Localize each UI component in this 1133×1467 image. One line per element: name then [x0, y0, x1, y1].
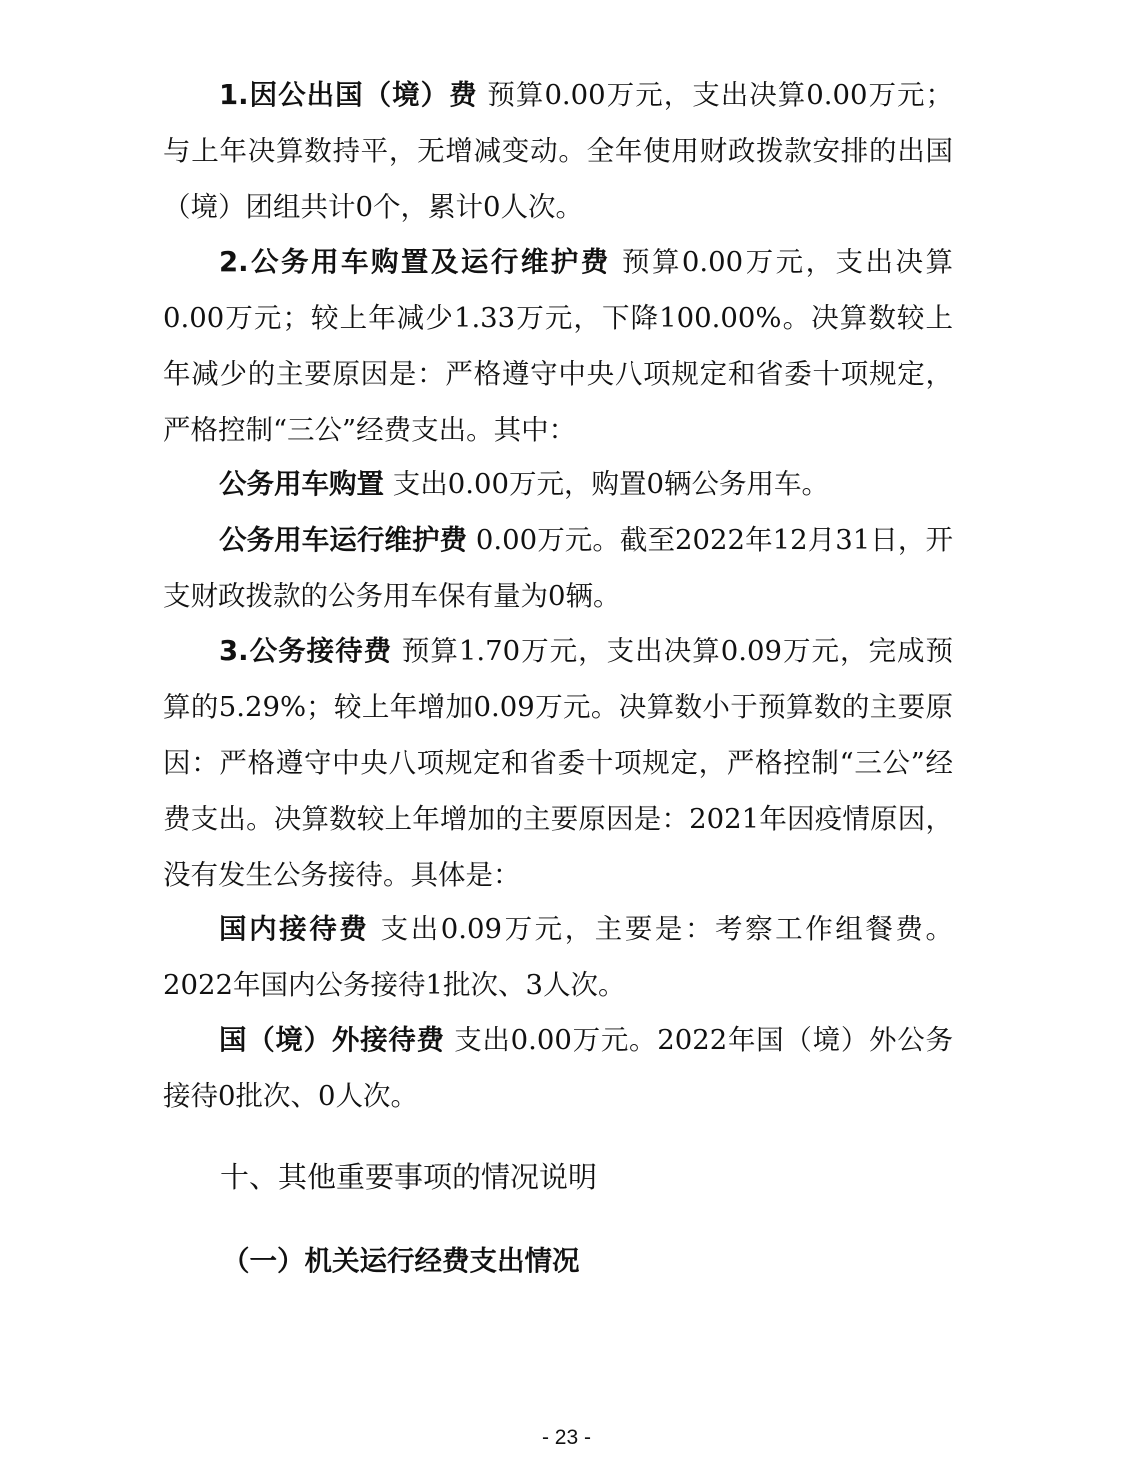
paragraph-label: 公务用车运行维护费 — [219, 524, 468, 556]
paragraph-text: 支出0.00万元。2022年国（境）外公务接待0批次、0人次。 — [163, 1024, 953, 1112]
paragraph-label: 国内接待费 — [219, 913, 370, 945]
paragraph-label: 1.因公出国（境）费 — [219, 79, 478, 111]
paragraph-label: 2.公务用车购置及运行维护费 — [219, 246, 611, 278]
paragraph-text: 预算0.00万元，支出决算0.00万元；较上年减少1.33万元，下降100.00%。决算数较上年减少的主要原因是：严格遵守中央八项规定和省委十项规定，严格控制“三公”经费支出。其中： — [163, 246, 953, 446]
paragraph-text: 预算1.70万元，支出决算0.09万元，完成预算的5.29%；较上年增加0.09万元。决算数小于预算数的主要原因：严格遵守中央八项规定和省委十项规定，严格控制“三公”经费支出。决算数较上年增加的主要原因是：2021年因疫情原因，没有发生公务接待。具体是： — [163, 635, 953, 891]
paragraph-travel-abroad — [163, 67, 953, 235]
subsection-heading: （一）机关运行经费支出情况 — [222, 1245, 580, 1277]
paragraph-foreign-reception — [163, 1012, 953, 1124]
paragraph-vehicle-costs — [163, 234, 953, 458]
paragraph-text: 预算0.00万元，支出决算0.00万元；与上年决算数持平，无增减变动。全年使用财政拨款安排的出国（境）团组共计0个，累计0人次。 — [163, 79, 953, 223]
page-number: - 23 - — [541, 1426, 591, 1449]
paragraph-domestic-reception — [163, 901, 953, 1013]
section-heading: 十、其他重要事项的情况说明 — [220, 1160, 598, 1194]
paragraph-label: 公务用车购置 — [219, 468, 384, 500]
paragraph-text: 支出0.00万元，购置0辆公务用车。 — [384, 468, 829, 500]
paragraph-text: 0.00万元。截至2022年12月31日，开支财政拨款的公务用车保有量为0辆。 — [163, 524, 953, 612]
paragraph-label: 3.公务接待费 — [219, 635, 393, 667]
paragraph-vehicle-maintenance — [163, 512, 953, 624]
paragraph-vehicle-purchase — [163, 456, 953, 512]
paragraph-label: 国（境）外接待费 — [219, 1024, 445, 1056]
paragraph-text: 支出0.09万元，主要是：考察工作组餐费。2022年国内公务接待1批次、3人次。 — [163, 913, 954, 1001]
paragraph-reception-costs — [163, 623, 953, 903]
